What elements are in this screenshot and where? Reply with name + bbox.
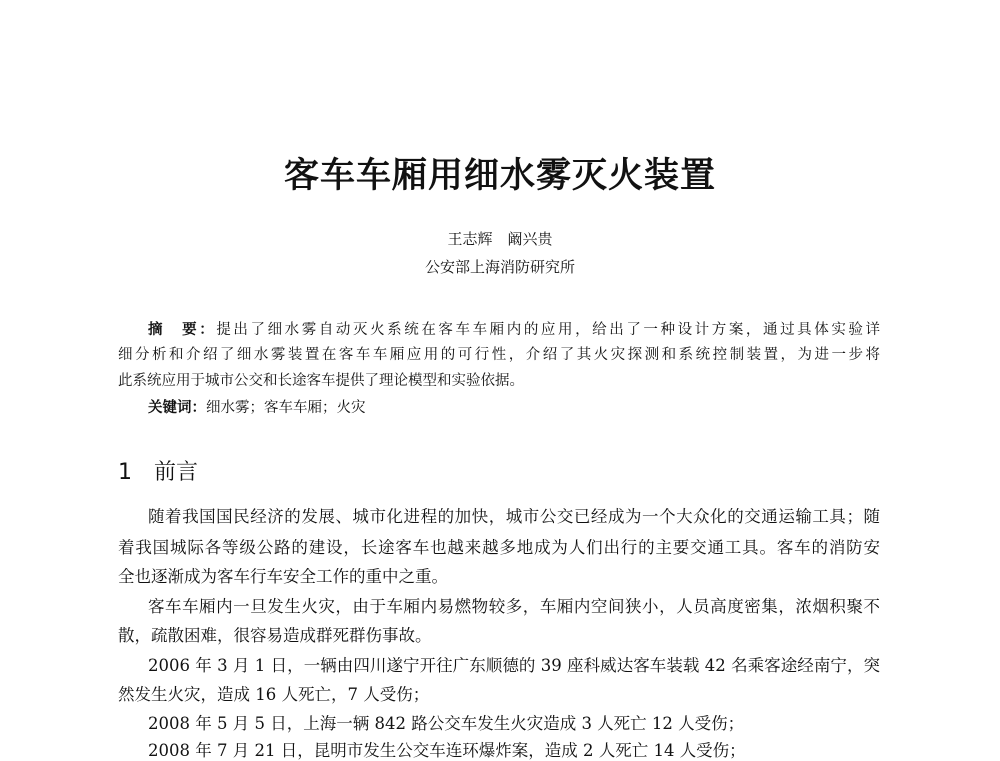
- abstract-line: 摘 要：提出了细水雾自动灭火系统在客车车厢内的应用，给出了一种设计方案，通过具体实验详: [148, 322, 881, 338]
- body-line: 2006 年 3 月 1 日，一辆由四川遂宁开往广东顺德的 39 座科威达客车装载 42 名乘客途经南宁，突: [148, 656, 880, 675]
- keywords: [148, 396, 880, 417]
- body-line: 客车车厢内一旦发生火灾，由于车厢内易燃物较多，车厢内空间狭小，人员高度密集，浓烟积聚不: [148, 597, 880, 616]
- section-heading: [118, 455, 198, 486]
- body-line: 然发生火灾，造成 16 人死亡，7 人受伤；: [118, 685, 430, 704]
- section-title: 前言: [154, 460, 199, 485]
- affiliation: 公安部上海消防研究所: [424, 258, 575, 276]
- body-line: 随着我国国民经济的发展、城市化进程的加快，城市公交已经成为一个大众化的交通运输工具；随: [148, 507, 880, 526]
- abstract-line: 此系统应用于城市公交和长途客车提供了理论模型和实验依据。: [118, 373, 524, 389]
- abstract-line: 细分析和介绍了细水雾装置在客车车厢应用的可行性，介绍了其火灾探测和系统控制装置，为进一步将: [118, 347, 880, 363]
- abstract-label: 摘 要：: [148, 322, 217, 338]
- authors: 王志辉 阚兴贵: [447, 230, 553, 248]
- section-number: 1: [118, 460, 132, 485]
- body-line: 2008 年 5 月 5 日，上海一辆 842 路公交车发生火灾造成 3 人死亡 12 人受伤；: [148, 714, 745, 733]
- body-line: 2008 年 7 月 21 日，昆明市发生公交车连环爆炸案，造成 2 人死亡 14 人受伤；: [148, 741, 746, 760]
- paper-title: 客车车厢用细水雾灭火装置: [283, 156, 716, 196]
- body-line: 全也逐渐成为客车行车安全工作的重中之重。: [118, 567, 448, 586]
- body-line: 着我国城际各等级公路的建设，长途客车也越来越多地成为人们出行的主要交通工具。客车的消防安: [118, 538, 880, 557]
- keywords-label: 关键词：: [148, 400, 206, 416]
- body-line: 散，疏散困难，很容易造成群死群伤事故。: [118, 626, 432, 645]
- keywords-text: 细水雾；客车车厢；火灾: [206, 400, 366, 416]
